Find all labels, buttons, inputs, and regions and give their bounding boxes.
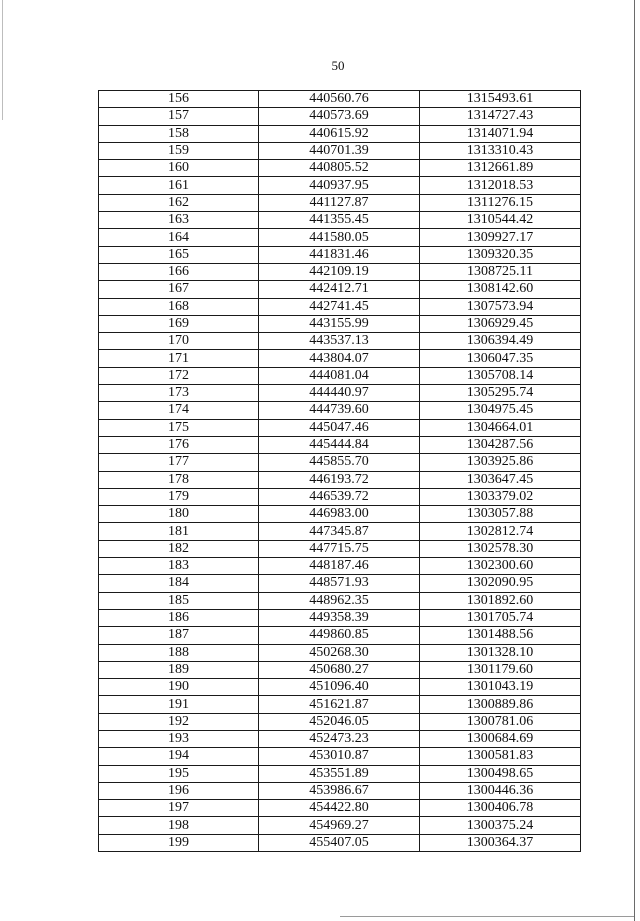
y-coordinate-cell: 1314727.43 xyxy=(420,108,581,125)
y-coordinate-cell: 1300446.36 xyxy=(420,782,581,799)
point-number-cell: 163 xyxy=(99,212,259,229)
x-coordinate-cell: 443155.99 xyxy=(259,315,420,332)
point-number-cell: 179 xyxy=(99,488,259,505)
table-row xyxy=(99,488,581,505)
x-coordinate-cell: 447715.75 xyxy=(259,540,420,557)
table-row xyxy=(99,298,581,315)
table-row xyxy=(99,436,581,453)
x-coordinate-cell: 446193.72 xyxy=(259,471,420,488)
y-coordinate-cell: 1314071.94 xyxy=(420,125,581,142)
x-coordinate-cell: 444440.97 xyxy=(259,385,420,402)
y-coordinate-cell: 1312661.89 xyxy=(420,160,581,177)
y-coordinate-cell: 1311276.15 xyxy=(420,194,581,211)
x-coordinate-cell: 442109.19 xyxy=(259,263,420,280)
y-coordinate-cell: 1304287.56 xyxy=(420,436,581,453)
table-row xyxy=(99,263,581,280)
point-number-cell: 165 xyxy=(99,246,259,263)
x-coordinate-cell: 446983.00 xyxy=(259,506,420,523)
table-row xyxy=(99,609,581,626)
point-number-cell: 191 xyxy=(99,696,259,713)
y-coordinate-cell: 1315493.61 xyxy=(420,91,581,108)
y-coordinate-cell: 1302300.60 xyxy=(420,558,581,575)
point-number-cell: 195 xyxy=(99,765,259,782)
y-coordinate-cell: 1300889.86 xyxy=(420,696,581,713)
y-coordinate-cell: 1306394.49 xyxy=(420,333,581,350)
x-coordinate-cell: 450268.30 xyxy=(259,644,420,661)
x-coordinate-cell: 449860.85 xyxy=(259,627,420,644)
table-row xyxy=(99,246,581,263)
x-coordinate-cell: 451096.40 xyxy=(259,679,420,696)
table-row xyxy=(99,696,581,713)
table-row xyxy=(99,661,581,678)
x-coordinate-cell: 445047.46 xyxy=(259,419,420,436)
y-coordinate-cell: 1309927.17 xyxy=(420,229,581,246)
x-coordinate-cell: 440573.69 xyxy=(259,108,420,125)
x-coordinate-cell: 442741.45 xyxy=(259,298,420,315)
x-coordinate-cell: 443804.07 xyxy=(259,350,420,367)
point-number-cell: 185 xyxy=(99,592,259,609)
point-number-cell: 193 xyxy=(99,730,259,747)
y-coordinate-cell: 1306047.35 xyxy=(420,350,581,367)
table-row xyxy=(99,419,581,436)
point-number-cell: 184 xyxy=(99,575,259,592)
y-coordinate-cell: 1305708.14 xyxy=(420,367,581,384)
table-row xyxy=(99,333,581,350)
y-coordinate-cell: 1308725.11 xyxy=(420,263,581,280)
x-coordinate-cell: 448571.93 xyxy=(259,575,420,592)
table-row xyxy=(99,644,581,661)
point-number-cell: 171 xyxy=(99,350,259,367)
y-coordinate-cell: 1309320.35 xyxy=(420,246,581,263)
y-coordinate-cell: 1301705.74 xyxy=(420,609,581,626)
x-coordinate-cell: 442412.71 xyxy=(259,281,420,298)
y-coordinate-cell: 1313310.43 xyxy=(420,142,581,159)
x-coordinate-cell: 451621.87 xyxy=(259,696,420,713)
y-coordinate-cell: 1303379.02 xyxy=(420,488,581,505)
y-coordinate-cell: 1302578.30 xyxy=(420,540,581,557)
y-coordinate-cell: 1300781.06 xyxy=(420,713,581,730)
point-number-cell: 162 xyxy=(99,194,259,211)
table-row xyxy=(99,281,581,298)
x-coordinate-cell: 446539.72 xyxy=(259,488,420,505)
scan-edge-bottom xyxy=(340,916,634,917)
table-row xyxy=(99,730,581,747)
table-row xyxy=(99,679,581,696)
table-row xyxy=(99,540,581,557)
x-coordinate-cell: 448962.35 xyxy=(259,592,420,609)
x-coordinate-cell: 452473.23 xyxy=(259,730,420,747)
table-row xyxy=(99,454,581,471)
point-number-cell: 158 xyxy=(99,125,259,142)
x-coordinate-cell: 453010.87 xyxy=(259,748,420,765)
point-number-cell: 173 xyxy=(99,385,259,402)
point-number-cell: 160 xyxy=(99,160,259,177)
table-row xyxy=(99,748,581,765)
y-coordinate-cell: 1304975.45 xyxy=(420,402,581,419)
point-number-cell: 164 xyxy=(99,229,259,246)
point-number-cell: 188 xyxy=(99,644,259,661)
point-number-cell: 198 xyxy=(99,817,259,834)
point-number-cell: 183 xyxy=(99,558,259,575)
point-number-cell: 181 xyxy=(99,523,259,540)
coordinates-table xyxy=(98,90,581,852)
table-row xyxy=(99,558,581,575)
table-row xyxy=(99,160,581,177)
point-number-cell: 189 xyxy=(99,661,259,678)
table-row xyxy=(99,194,581,211)
point-number-cell: 177 xyxy=(99,454,259,471)
point-number-cell: 192 xyxy=(99,713,259,730)
point-number-cell: 187 xyxy=(99,627,259,644)
table-row xyxy=(99,782,581,799)
point-number-cell: 180 xyxy=(99,506,259,523)
point-number-cell: 156 xyxy=(99,91,259,108)
table-row xyxy=(99,367,581,384)
table-row xyxy=(99,575,581,592)
x-coordinate-cell: 445444.84 xyxy=(259,436,420,453)
x-coordinate-cell: 448187.46 xyxy=(259,558,420,575)
x-coordinate-cell: 455407.05 xyxy=(259,834,420,851)
point-number-cell: 176 xyxy=(99,436,259,453)
point-number-cell: 167 xyxy=(99,281,259,298)
x-coordinate-cell: 454969.27 xyxy=(259,817,420,834)
x-coordinate-cell: 452046.05 xyxy=(259,713,420,730)
point-number-cell: 157 xyxy=(99,108,259,125)
y-coordinate-cell: 1312018.53 xyxy=(420,177,581,194)
x-coordinate-cell: 453986.67 xyxy=(259,782,420,799)
x-coordinate-cell: 440937.95 xyxy=(259,177,420,194)
y-coordinate-cell: 1310544.42 xyxy=(420,212,581,229)
point-number-cell: 196 xyxy=(99,782,259,799)
table-row xyxy=(99,506,581,523)
x-coordinate-cell: 450680.27 xyxy=(259,661,420,678)
y-coordinate-cell: 1301892.60 xyxy=(420,592,581,609)
coordinates-table-body xyxy=(99,91,581,852)
x-coordinate-cell: 449358.39 xyxy=(259,609,420,626)
point-number-cell: 159 xyxy=(99,142,259,159)
table-row xyxy=(99,125,581,142)
x-coordinate-cell: 453551.89 xyxy=(259,765,420,782)
point-number-cell: 186 xyxy=(99,609,259,626)
x-coordinate-cell: 443537.13 xyxy=(259,333,420,350)
y-coordinate-cell: 1301328.10 xyxy=(420,644,581,661)
point-number-cell: 197 xyxy=(99,800,259,817)
point-number-cell: 168 xyxy=(99,298,259,315)
table-row xyxy=(99,834,581,851)
y-coordinate-cell: 1301488.56 xyxy=(420,627,581,644)
x-coordinate-cell: 441127.87 xyxy=(259,194,420,211)
x-coordinate-cell: 441355.45 xyxy=(259,212,420,229)
table-row xyxy=(99,765,581,782)
x-coordinate-cell: 440805.52 xyxy=(259,160,420,177)
table-row xyxy=(99,350,581,367)
point-number-cell: 199 xyxy=(99,834,259,851)
table-row xyxy=(99,177,581,194)
x-coordinate-cell: 447345.87 xyxy=(259,523,420,540)
table-row xyxy=(99,315,581,332)
y-coordinate-cell: 1305295.74 xyxy=(420,385,581,402)
table-row xyxy=(99,713,581,730)
x-coordinate-cell: 440560.76 xyxy=(259,91,420,108)
point-number-cell: 175 xyxy=(99,419,259,436)
page-number: 50 xyxy=(331,58,345,73)
point-number-cell: 169 xyxy=(99,315,259,332)
table-row xyxy=(99,91,581,108)
y-coordinate-cell: 1306929.45 xyxy=(420,315,581,332)
point-number-cell: 166 xyxy=(99,263,259,280)
point-number-cell: 182 xyxy=(99,540,259,557)
x-coordinate-cell: 441580.05 xyxy=(259,229,420,246)
point-number-cell: 178 xyxy=(99,471,259,488)
y-coordinate-cell: 1302090.95 xyxy=(420,575,581,592)
table-row xyxy=(99,212,581,229)
point-number-cell: 174 xyxy=(99,402,259,419)
table-row xyxy=(99,385,581,402)
x-coordinate-cell: 440615.92 xyxy=(259,125,420,142)
x-coordinate-cell: 444081.04 xyxy=(259,367,420,384)
y-coordinate-cell: 1304664.01 xyxy=(420,419,581,436)
point-number-cell: 190 xyxy=(99,679,259,696)
table-row xyxy=(99,108,581,125)
table-row xyxy=(99,800,581,817)
y-coordinate-cell: 1301179.60 xyxy=(420,661,581,678)
y-coordinate-cell: 1303925.86 xyxy=(420,454,581,471)
y-coordinate-cell: 1300375.24 xyxy=(420,817,581,834)
scan-edge-right xyxy=(634,0,635,921)
table-row xyxy=(99,229,581,246)
y-coordinate-cell: 1300684.69 xyxy=(420,730,581,747)
x-coordinate-cell: 444739.60 xyxy=(259,402,420,419)
point-number-cell: 161 xyxy=(99,177,259,194)
table-row xyxy=(99,142,581,159)
point-number-cell: 172 xyxy=(99,367,259,384)
point-number-cell: 194 xyxy=(99,748,259,765)
table-row xyxy=(99,471,581,488)
table-row xyxy=(99,523,581,540)
y-coordinate-cell: 1300364.37 xyxy=(420,834,581,851)
x-coordinate-cell: 440701.39 xyxy=(259,142,420,159)
y-coordinate-cell: 1302812.74 xyxy=(420,523,581,540)
y-coordinate-cell: 1301043.19 xyxy=(420,679,581,696)
table-row xyxy=(99,627,581,644)
table-row xyxy=(99,592,581,609)
point-number-cell: 170 xyxy=(99,333,259,350)
table-row xyxy=(99,817,581,834)
x-coordinate-cell: 454422.80 xyxy=(259,800,420,817)
y-coordinate-cell: 1300406.78 xyxy=(420,800,581,817)
x-coordinate-cell: 445855.70 xyxy=(259,454,420,471)
y-coordinate-cell: 1303057.88 xyxy=(420,506,581,523)
y-coordinate-cell: 1308142.60 xyxy=(420,281,581,298)
y-coordinate-cell: 1300581.83 xyxy=(420,748,581,765)
y-coordinate-cell: 1303647.45 xyxy=(420,471,581,488)
x-coordinate-cell: 441831.46 xyxy=(259,246,420,263)
y-coordinate-cell: 1307573.94 xyxy=(420,298,581,315)
y-coordinate-cell: 1300498.65 xyxy=(420,765,581,782)
table-row xyxy=(99,402,581,419)
